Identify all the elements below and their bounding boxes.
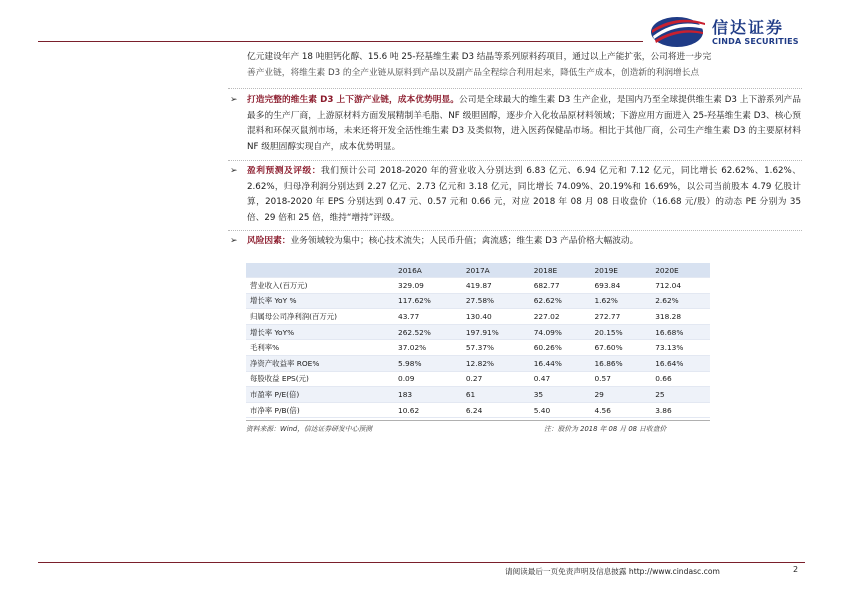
footer-disclaimer-link[interactable]: 请阅读最后一页免责声明及信息披露 http://www.cindasc.com (505, 567, 720, 576)
table-header-cell: 2016A (392, 263, 460, 278)
table-cell: 20.15% (588, 324, 649, 340)
table-cell: 5.98% (392, 355, 460, 371)
table-cell: 57.37% (465, 343, 495, 353)
table-cell: 2.62% (649, 293, 710, 309)
intro-line-1: 亿元建设年产 18 吨胆钙化醇、15.6 吨 25-羟基维生素 D3 结晶等系列原料药项目，通过以上产能扩张，公司将进一步完 (247, 52, 712, 62)
table-cell: 61 (460, 387, 528, 403)
table-cell: 37.02% (398, 343, 427, 353)
table-row (246, 293, 710, 309)
bullet-body: 公司是全球最大的维生素 D3 生产企业，是国内乃至全球提供维生素 D3 上下游系列产品最多的生产厂商，上游原材料方面发展精制羊毛脂、NF 级胆固醇，逐步介入化妆品原材料领域；下游应用方面进入 25-羟基维生素 D3、核心预混料和环保灭鼠剂市场，未来还将开发全活性维生素 D3 及类似物，进入医药保健品市场。相比于其他厂商，公司生产维生素 D3 的主要原材料 NF 级胆固醇实现自产，成本优势明显。 (247, 95, 801, 152)
row-label: 每股收益 EPS(元) (250, 374, 309, 384)
table-cell: 10.62 (398, 405, 420, 415)
table-cell: 60.26% (533, 343, 562, 353)
row-label: 市净率 P/B(倍) (250, 405, 300, 415)
table-cell: 25 (649, 387, 710, 403)
bullet-title: 风险因素： (247, 236, 291, 246)
table-cell: 0.57 (594, 374, 611, 384)
table-header-cell (246, 263, 392, 278)
table-cell: 43.77 (398, 311, 420, 321)
table-cell: 130.40 (465, 311, 492, 321)
table-cell: 272.77 (594, 311, 621, 321)
table-cell: 4.56 (594, 405, 611, 415)
row-label: 市盈率 P/E(倍) (246, 387, 392, 403)
brand-name-cn: 信达证券 (712, 18, 785, 37)
row-label: 净资产收益率 ROE% (246, 355, 392, 371)
table-cell: 1.62% (588, 293, 649, 309)
bullet-title: 打造完整的维生素 D3 上下游产业链，成本优势明显。 (247, 95, 459, 105)
table-cell: 5.40 (533, 405, 551, 415)
table-header-cell: 2020E (649, 263, 710, 278)
bullet-arrow-icon: ➢ (230, 166, 238, 176)
table-header-cell: 2019E (588, 263, 649, 278)
table-cell: 73.13% (655, 343, 684, 353)
bullet-title: 盈利预测及评级： (247, 166, 321, 176)
table-cell: 419.87 (465, 280, 492, 290)
cinda-logo-icon (650, 16, 708, 48)
row-label: 毛利率% (250, 343, 280, 353)
table-header-cell: 2018E (528, 263, 589, 278)
bullet-body: 业务领域较为集中；核心技术流失；人民币升值；禽流感；维生素 D3 产品价格大幅波动。 (290, 236, 639, 246)
table-source-rule (246, 420, 710, 421)
table-cell: 0.47 (533, 374, 551, 384)
section-divider (228, 88, 802, 89)
footer-rule (38, 562, 805, 563)
table-cell: 3.86 (655, 405, 672, 415)
table-cell: 693.84 (594, 280, 621, 290)
table-cell: 0.27 (465, 374, 483, 384)
row-label: 增长率 YoY % (246, 293, 392, 309)
financial-forecast-table (246, 263, 710, 418)
table-cell: 27.58% (460, 293, 528, 309)
page-number: 2 (793, 565, 799, 574)
table-row (246, 324, 710, 340)
table-cell: 197.91% (460, 324, 528, 340)
bullet-cost-advantage (247, 93, 801, 155)
table-cell: 16.44% (528, 355, 589, 371)
table-cell: 16.86% (588, 355, 649, 371)
table-cell: 0.09 (398, 374, 415, 384)
section-divider (228, 230, 802, 231)
table-cell: 12.82% (460, 355, 528, 371)
row-label: 营业收入(百万元) (250, 280, 308, 290)
table-row (246, 402, 710, 418)
row-label: 归属母公司净利润(百万元) (250, 311, 338, 321)
table-row (246, 387, 710, 403)
table-row (246, 355, 710, 371)
table-cell: 183 (392, 387, 460, 403)
table-row (246, 278, 710, 294)
table-cell: 712.04 (655, 280, 682, 290)
bullet-forecast (247, 164, 801, 226)
table-cell: 682.77 (533, 280, 560, 290)
table-header-cell: 2017A (460, 263, 528, 278)
table-source-note: 资料来源：Wind，信达证券研发中心预测 (246, 425, 372, 433)
bullet-risk (247, 234, 801, 250)
table-cell: 262.52% (392, 324, 460, 340)
brand-name-en: CINDA SECURITIES (712, 37, 799, 46)
table-header-row (246, 263, 710, 278)
intro-line-2: 善产业链，将维生素 D3 的全产业链从原料到产品以及副产品全程综合利用起来，降低生产成本，创造新的利润增长点 (247, 67, 700, 78)
table-price-note: 注：股价为 2018 年 08 月 08 日收盘价 (544, 425, 667, 433)
table-cell: 35 (528, 387, 589, 403)
table-row (246, 371, 710, 387)
bullet-arrow-icon: ➢ (230, 236, 238, 246)
table-cell: 62.62% (528, 293, 589, 309)
table-row (246, 340, 710, 356)
table-cell: 16.64% (649, 355, 710, 371)
table-cell: 0.66 (655, 374, 672, 384)
table-cell: 16.68% (649, 324, 710, 340)
table-cell: 74.09% (528, 324, 589, 340)
header-rule (38, 41, 643, 42)
bullet-arrow-icon: ➢ (230, 95, 238, 105)
intro-text (247, 50, 801, 81)
row-label: 增长率 YoY% (246, 324, 392, 340)
bullet-body: 我们预计公司 2018-2020 年的营业收入分别达到 6.83 亿元、6.94 亿元和 7.12 亿元，同比增长 62.62%、1.62%、2.62%，归母净利润分别达到 2.27 亿元、2.73 亿元和 3.18 亿元，同比增长 74.09%、20.19%和 16.69%，以公司当前股本 4.79 亿股计算，2018-2020 年 EPS 分别达到 0.47 元、0.57 元和 0.66 元，对应 2018 年 08 月 08 日收盘价（16.68 元/股）的动态 PE 分别为 35 倍、29 倍和 25 倍，维持“增持”评级。 (247, 166, 801, 223)
table-cell: 6.24 (465, 405, 483, 415)
table-cell: 318.28 (655, 311, 682, 321)
table-cell: 29 (588, 387, 649, 403)
company-logo (650, 14, 810, 50)
section-divider (228, 160, 802, 161)
table-cell: 67.60% (594, 343, 623, 353)
table-cell: 227.02 (533, 311, 560, 321)
table-row (246, 309, 710, 325)
table-cell: 117.62% (392, 293, 460, 309)
table-cell: 329.09 (398, 280, 424, 290)
